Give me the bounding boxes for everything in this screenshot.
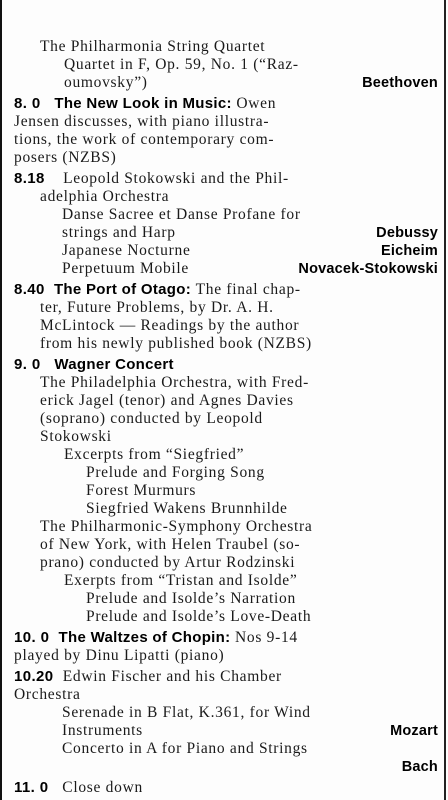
programme-line: (soprano) conducted by Leopold [40,410,263,427]
programme-text: Owen [236,95,277,112]
programme-line: Forest Murmurs [86,482,197,499]
programme-entry [14,356,174,374]
programme-line: erick Jagel (tenor) and Agnes Davies [40,392,294,409]
programme-entry [14,629,298,647]
programme-line: Stokowski [40,428,112,445]
programme-entry [14,281,301,299]
programme-line: of New York, with Helen Traubel (so- [40,536,301,553]
composer-name: Eicheim [380,243,438,259]
programme-line: played by Dinu Lipatti (piano) [14,647,225,664]
programme-time: 10. 0 [14,629,50,646]
programme-time: 8.18 [14,170,45,187]
programme-heading: Wagner Concert [54,356,174,373]
programme-heading: The Waltzes of Chopin: [58,629,231,646]
programme-heading: The Port of Otago: [53,281,192,298]
programme-line: McLintock — Readings by the author [40,317,300,334]
programme-line: tions, the work of contemporary com- [14,131,275,148]
programme-text: Leopold Stokowski and the Phil- [63,170,289,187]
programme-line: The Philharmonic-Symphony Orchestra [40,518,313,535]
programme-line: adelphia Orchestra [40,188,170,205]
left-column-rule [0,0,2,800]
programme-line: Prelude and Forging Song [86,464,265,481]
composer-name: Beethoven [362,75,438,91]
right-column-rule [444,0,446,800]
programme-entry [14,95,276,113]
programme-text: The final chap- [195,281,301,298]
programme-line: Prelude and Isolde’s Love-Death [86,608,312,625]
programme-line: prano) conducted by Artur Rodzinski [40,554,296,571]
programme-line: posers (NZBS) [14,149,117,166]
programme-text: Nos 9-14 [234,629,298,646]
programme-time: 11. 0 [14,779,49,796]
programme-line: Jensen discusses, with piano illustra- [14,113,270,130]
programme-entry [14,668,282,686]
programme-line: The Philharmonia String Quartet [40,38,266,55]
programme-line: Perpetuum Mobile [62,260,190,277]
programme-line: strings and Harp [62,224,176,241]
programme-entry [14,779,143,797]
programme-line: Instruments [62,722,143,739]
programme-heading: The New Look in Music: [54,95,232,112]
programme-line: Concerto in A for Piano and Strings [62,740,308,757]
programme-line: Serenade in B Flat, K.361, for Wind [62,704,311,721]
composer-name: Bach [401,759,438,775]
programme-time: 10.20 [14,668,54,685]
composer-name: Novacek-Stokowski [298,261,438,277]
programme-line: Quartet in F, Op. 59, No. 1 (“Raz- [64,56,299,73]
programme-line: The Philadelphia Orchestra, with Fred- [40,374,309,391]
composer-name: Debussy [376,225,438,241]
programme-line: ter, Future Problems, by Dr. A. H. [40,299,274,316]
programme-line: from his newly published book (NZBS) [40,335,312,352]
programme-line: Siegfried Wakens Brunnhilde [86,500,288,517]
programme-line: Danse Sacree et Danse Profane for [62,206,301,223]
programme-text: Close down [62,779,143,796]
programme-line: Excerpts from “Siegfried” [64,446,245,463]
composer-name: Mozart [390,723,438,739]
programme-line: Exerpts from “Tristan and Isolde” [64,572,298,589]
programme-entry [14,170,289,188]
programme-time: 9. 0 [14,356,41,373]
programme-time: 8. 0 [14,95,41,112]
programme-text: Edwin Fischer and his Chamber [62,668,282,685]
programme-line: Prelude and Isolde’s Narration [86,590,296,607]
programme-line: oumovsky”) [64,74,148,91]
programme-line: Japanese Nocturne [62,242,191,259]
programme-time: 8.40 [14,281,45,298]
programme-line: Orchestra [14,686,81,703]
